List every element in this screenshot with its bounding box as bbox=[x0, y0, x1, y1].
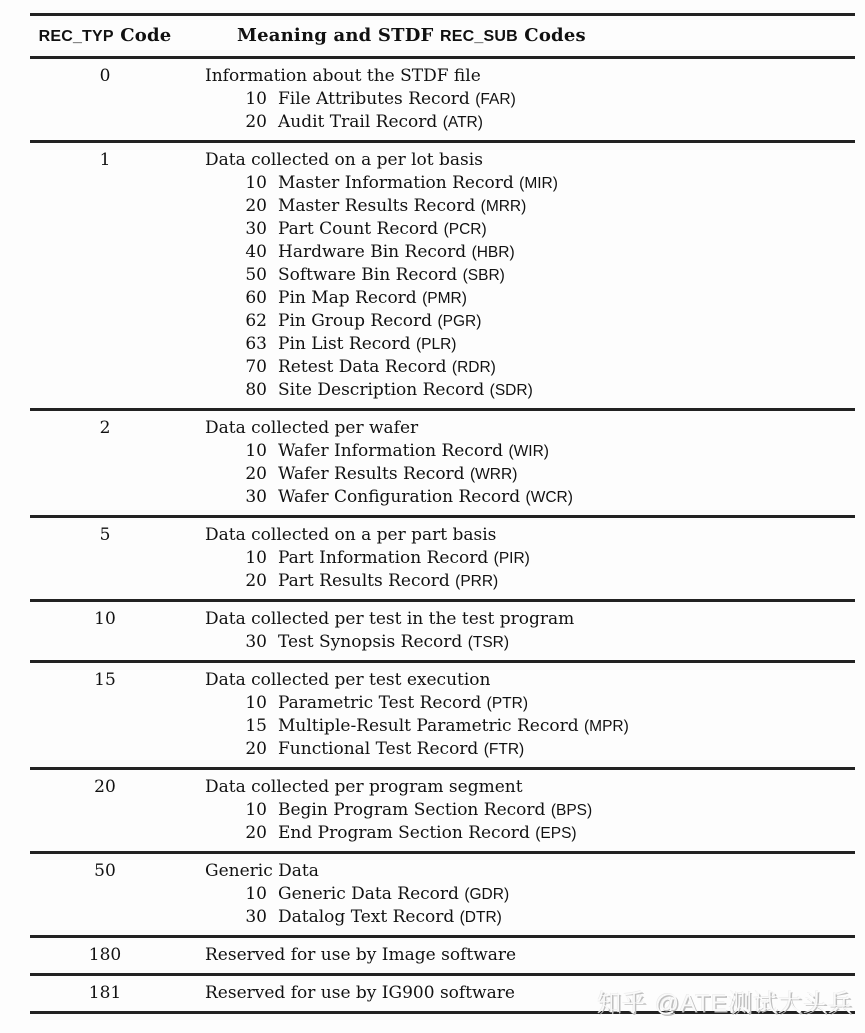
rec-sub-name bbox=[278, 715, 629, 738]
rec-sub-entry bbox=[205, 570, 855, 593]
rec-sub-acronym: (BPS) bbox=[550, 802, 593, 819]
rec-sub-acronym-text: FAR bbox=[480, 91, 511, 108]
rec-sub-acronym: (PTR) bbox=[486, 695, 528, 712]
rec-sub-acronym: (PRR) bbox=[455, 573, 499, 590]
rec-typ-code: 2 bbox=[99, 418, 111, 438]
rec-sub-name-text: Master Information Record bbox=[278, 173, 514, 193]
rec-typ-row-180 bbox=[30, 938, 855, 973]
rec-sub-code: 10 bbox=[245, 173, 267, 193]
rec-sub-code: 10 bbox=[245, 800, 267, 820]
rec-sub-acronym-text: RDR bbox=[457, 359, 491, 376]
rec-sub-acronym: (MPR) bbox=[584, 718, 629, 735]
rec-typ-meaning-cell bbox=[180, 776, 855, 845]
rec-sub-acronym-text: TSR bbox=[472, 634, 504, 651]
rec-sub-entry bbox=[205, 241, 855, 264]
rec-typ-row-15 bbox=[30, 663, 855, 767]
rec-sub-name bbox=[278, 440, 549, 463]
rec-sub-acronym: (ATR) bbox=[442, 114, 483, 131]
column-header-meaning bbox=[180, 24, 586, 48]
rec-typ-code: 5 bbox=[99, 525, 111, 545]
rec-sub-code: 63 bbox=[245, 334, 267, 354]
rec-sub-name-text: End Program Section Record bbox=[278, 823, 530, 843]
rec-sub-acronym-text: PIR bbox=[498, 550, 525, 567]
rec-sub-entry bbox=[205, 631, 855, 654]
header-text-segment: REC_SUB bbox=[439, 28, 518, 45]
rec-sub-code: 20 bbox=[245, 739, 267, 759]
rec-sub-entry bbox=[205, 799, 855, 822]
rec-sub-acronym: (PIR) bbox=[493, 550, 530, 567]
rec-typ-code: 180 bbox=[88, 945, 122, 965]
rec-sub-acronym-text: MPR bbox=[589, 718, 624, 735]
rec-sub-name bbox=[278, 570, 498, 593]
rec-typ-meaning-text: Generic Data bbox=[205, 861, 319, 881]
rec-typ-meaning-text: Data collected per program segment bbox=[205, 777, 523, 797]
rec-sub-acronym: (FTR) bbox=[483, 741, 525, 758]
rec-sub-code: 20 bbox=[245, 196, 267, 216]
rec-sub-acronym-text: PTR bbox=[491, 695, 523, 712]
rec-sub-code: 20 bbox=[245, 823, 267, 843]
rec-typ-meaning-text: Reserved for use by Image software bbox=[205, 945, 517, 965]
rec-typ-meaning-cell bbox=[180, 669, 855, 761]
rec-typ-meaning-cell bbox=[180, 524, 855, 593]
rec-sub-acronym-text: PGR bbox=[442, 313, 477, 330]
rec-sub-name bbox=[278, 310, 481, 333]
rec-sub-acronym: (TSR) bbox=[467, 634, 510, 651]
rec-typ-row-20 bbox=[30, 770, 855, 851]
rec-sub-name bbox=[278, 88, 516, 111]
rec-typ-meaning-text: Reserved for use by IG900 software bbox=[205, 983, 515, 1003]
rec-sub-name-text: Functional Test Record bbox=[278, 739, 479, 759]
rec-sub-acronym-text: DTR bbox=[464, 909, 497, 926]
rec-sub-acronym: (GDR) bbox=[464, 886, 510, 903]
rec-sub-name-text: Audit Trail Record bbox=[278, 112, 438, 132]
header-text-segment: Meaning and STDF bbox=[237, 25, 440, 46]
rec-sub-acronym: (SDR) bbox=[489, 382, 533, 399]
rec-sub-acronym: (FAR) bbox=[475, 91, 516, 108]
rec-sub-code: 10 bbox=[245, 548, 267, 568]
rec-sub-name bbox=[278, 195, 526, 218]
rec-sub-acronym: (WIR) bbox=[508, 443, 549, 460]
rec-sub-name bbox=[278, 379, 533, 402]
rec-sub-entry bbox=[205, 738, 855, 761]
rec-sub-acronym-text: GDR bbox=[469, 886, 504, 903]
rec-sub-name-text: Wafer Information Record bbox=[278, 441, 504, 461]
rec-sub-acronym: (MRR) bbox=[480, 198, 527, 215]
rec-sub-entry bbox=[205, 463, 855, 486]
rec-sub-entry bbox=[205, 883, 855, 906]
rec-sub-entry bbox=[205, 218, 855, 241]
rec-sub-name-text: Wafer Results Record bbox=[278, 464, 465, 484]
rec-sub-code: 10 bbox=[245, 441, 267, 461]
rec-sub-code: 30 bbox=[245, 219, 267, 239]
rec-sub-acronym-text: WRR bbox=[475, 466, 513, 483]
rec-sub-entry bbox=[205, 88, 855, 111]
column-header-rec-typ-code bbox=[30, 24, 180, 48]
rec-typ-meaning-text: Data collected per wafer bbox=[205, 418, 419, 438]
rec-sub-name bbox=[278, 547, 530, 570]
rec-sub-acronym-text: PMR bbox=[427, 290, 462, 307]
rec-sub-acronym: (RDR) bbox=[451, 359, 496, 376]
rec-sub-name bbox=[278, 111, 483, 134]
rec-sub-name bbox=[278, 463, 517, 486]
table-header-row bbox=[30, 16, 855, 56]
rec-sub-name-text: Retest Data Record bbox=[278, 357, 447, 377]
rec-sub-name bbox=[278, 906, 502, 929]
rec-sub-entry bbox=[205, 379, 855, 402]
table-body bbox=[30, 59, 855, 1014]
rec-sub-name bbox=[278, 883, 509, 906]
rec-sub-acronym-text: MRR bbox=[485, 198, 522, 215]
rec-sub-acronym-text: FTR bbox=[488, 741, 520, 758]
rec-sub-name bbox=[278, 692, 528, 715]
rec-sub-code: 20 bbox=[245, 112, 267, 132]
rec-sub-acronym-text: EPS bbox=[540, 825, 572, 842]
rec-sub-acronym-text: PLR bbox=[421, 336, 452, 353]
rec-sub-entry bbox=[205, 906, 855, 929]
rec-sub-acronym: (EPS) bbox=[535, 825, 577, 842]
rec-typ-code: 181 bbox=[88, 983, 122, 1003]
rec-typ-code: 20 bbox=[94, 777, 116, 797]
rec-sub-acronym-text: ATR bbox=[447, 114, 478, 131]
rec-sub-entry bbox=[205, 195, 855, 218]
rec-sub-name-text: Generic Data Record bbox=[278, 884, 459, 904]
rec-sub-acronym-text: SBR bbox=[467, 267, 500, 284]
rec-typ-code: 10 bbox=[94, 609, 116, 629]
rec-sub-name bbox=[278, 799, 592, 822]
rec-sub-acronym-text: WCR bbox=[530, 489, 568, 506]
rec-sub-acronym-text: MIR bbox=[524, 175, 553, 192]
rec-sub-entry bbox=[205, 692, 855, 715]
rec-typ-meaning-cell bbox=[180, 860, 855, 929]
rec-sub-name-text: Pin List Record bbox=[278, 334, 411, 354]
rec-sub-acronym: (DTR) bbox=[459, 909, 502, 926]
rec-typ-code: 15 bbox=[94, 670, 116, 690]
rec-sub-entry bbox=[205, 547, 855, 570]
rec-sub-acronym: (PLR) bbox=[415, 336, 457, 353]
rec-typ-meaning-cell bbox=[180, 944, 855, 967]
rec-sub-acronym-text: BPS bbox=[555, 802, 587, 819]
rec-sub-name bbox=[278, 264, 505, 287]
rec-sub-code: 60 bbox=[245, 288, 267, 308]
rec-typ-meaning-text: Data collected per test in the test program bbox=[205, 609, 575, 629]
rec-sub-entry bbox=[205, 715, 855, 738]
rec-typ-meaning-text: Data collected per test execution bbox=[205, 670, 491, 690]
rec-sub-entry bbox=[205, 333, 855, 356]
rec-sub-name-text: File Attributes Record bbox=[278, 89, 470, 109]
header-text-segment: Code bbox=[113, 25, 172, 46]
rec-sub-entry bbox=[205, 486, 855, 509]
rec-sub-code: 10 bbox=[245, 884, 267, 904]
rec-typ-row-1 bbox=[30, 143, 855, 408]
rec-sub-acronym: (PGR) bbox=[437, 313, 482, 330]
rec-sub-name bbox=[278, 172, 558, 195]
rec-sub-name-text: Begin Program Section Record bbox=[278, 800, 546, 820]
rec-sub-name-text: Wafer Configuration Record bbox=[278, 487, 521, 507]
rec-sub-entry bbox=[205, 172, 855, 195]
rec-sub-name bbox=[278, 333, 456, 356]
rec-sub-entry bbox=[205, 287, 855, 310]
rec-typ-code: 1 bbox=[99, 150, 111, 170]
rec-sub-name-text: Parametric Test Record bbox=[278, 693, 482, 713]
rec-typ-code: 50 bbox=[94, 861, 116, 881]
rec-sub-entry bbox=[205, 310, 855, 333]
rec-typ-code: 0 bbox=[99, 66, 111, 86]
rec-sub-entry bbox=[205, 264, 855, 287]
rec-sub-name-text: Master Results Record bbox=[278, 196, 476, 216]
rec-sub-name bbox=[278, 631, 509, 654]
rec-sub-code: 20 bbox=[245, 464, 267, 484]
rec-sub-name bbox=[278, 287, 467, 310]
rec-sub-code: 40 bbox=[245, 242, 267, 262]
rec-sub-name-text: Site Description Record bbox=[278, 380, 485, 400]
header-text-segment: Codes bbox=[517, 25, 586, 46]
stdf-record-types-table bbox=[30, 13, 855, 1014]
rec-sub-code: 70 bbox=[245, 357, 267, 377]
rec-typ-row-0 bbox=[30, 59, 855, 140]
rec-sub-acronym-text: HBR bbox=[476, 244, 510, 261]
rec-sub-name-text: Part Information Record bbox=[278, 548, 489, 568]
rec-sub-acronym: (WRR) bbox=[469, 466, 518, 483]
rec-sub-name bbox=[278, 218, 487, 241]
rec-sub-name-text: Multiple-Result Parametric Record bbox=[278, 716, 579, 736]
rec-typ-meaning-cell bbox=[180, 417, 855, 509]
rec-typ-meaning-text: Data collected on a per lot basis bbox=[205, 150, 483, 170]
rec-sub-name-text: Part Count Record bbox=[278, 219, 439, 239]
rec-sub-entry bbox=[205, 111, 855, 134]
rec-typ-meaning-cell bbox=[180, 65, 855, 134]
rec-sub-code: 62 bbox=[245, 311, 267, 331]
rec-typ-meaning-text: Information about the STDF file bbox=[205, 66, 481, 86]
rec-typ-meaning-cell bbox=[180, 608, 855, 654]
rec-sub-code: 20 bbox=[245, 571, 267, 591]
rec-sub-acronym: (WCR) bbox=[525, 489, 573, 506]
rec-sub-acronym-text: WIR bbox=[513, 443, 544, 460]
rec-sub-code: 30 bbox=[245, 907, 267, 927]
rec-sub-name bbox=[278, 241, 515, 264]
rec-sub-name-text: Datalog Text Record bbox=[278, 907, 455, 927]
rec-sub-name bbox=[278, 822, 577, 845]
rec-sub-name-text: Pin Map Record bbox=[278, 288, 417, 308]
rec-sub-code: 10 bbox=[245, 693, 267, 713]
rec-sub-acronym: (HBR) bbox=[471, 244, 515, 261]
rec-sub-code: 50 bbox=[245, 265, 267, 285]
rec-sub-code: 10 bbox=[245, 89, 267, 109]
rec-sub-name-text: Pin Group Record bbox=[278, 311, 433, 331]
rec-typ-meaning-cell bbox=[180, 149, 855, 402]
rec-sub-name bbox=[278, 356, 496, 379]
rec-sub-entry bbox=[205, 356, 855, 379]
rec-sub-code: 80 bbox=[245, 380, 267, 400]
rec-typ-row-10 bbox=[30, 602, 855, 660]
rec-sub-name-text: Hardware Bin Record bbox=[278, 242, 467, 262]
rec-sub-code: 30 bbox=[245, 487, 267, 507]
rec-sub-code: 30 bbox=[245, 632, 267, 652]
rec-sub-name-text: Software Bin Record bbox=[278, 265, 458, 285]
rec-sub-code: 15 bbox=[245, 716, 267, 736]
rec-sub-acronym: (SBR) bbox=[462, 267, 505, 284]
rec-sub-entry bbox=[205, 440, 855, 463]
rec-sub-acronym: (PMR) bbox=[422, 290, 467, 307]
rec-sub-acronym-text: SDR bbox=[494, 382, 528, 399]
rec-sub-acronym: (PCR) bbox=[443, 221, 487, 238]
rec-sub-name bbox=[278, 738, 524, 761]
rec-sub-name bbox=[278, 486, 573, 509]
zhihu-watermark: 知乎 @ATE测试大头兵 bbox=[597, 990, 853, 1017]
rec-sub-name-text: Test Synopsis Record bbox=[278, 632, 463, 652]
rec-sub-acronym-text: PCR bbox=[448, 221, 482, 238]
rec-sub-acronym: (MIR) bbox=[519, 175, 558, 192]
rec-typ-row-50 bbox=[30, 854, 855, 935]
rec-typ-row-5 bbox=[30, 518, 855, 599]
rec-typ-meaning-text: Data collected on a per part basis bbox=[205, 525, 497, 545]
rec-typ-row-2 bbox=[30, 411, 855, 515]
header-text-segment: REC_TYP bbox=[38, 28, 114, 45]
rec-sub-acronym-text: PRR bbox=[460, 573, 494, 590]
rec-sub-name-text: Part Results Record bbox=[278, 571, 450, 591]
rec-sub-entry bbox=[205, 822, 855, 845]
